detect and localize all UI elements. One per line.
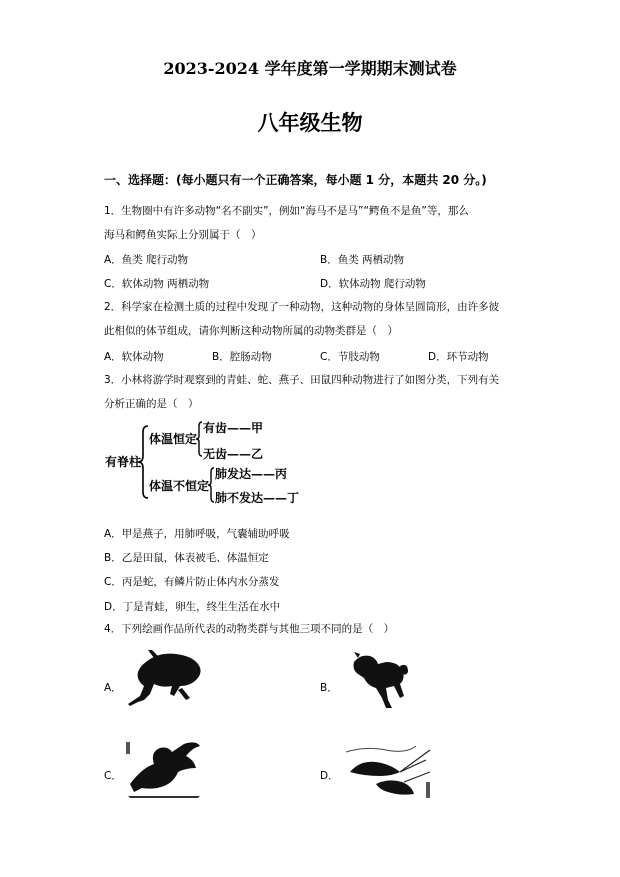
ox-painting-image xyxy=(124,650,208,708)
q3-line1: 3．小林将游学时观察到的青蛙、蛇、燕子、田鼠四种动物进行了如图分类，下列有关 xyxy=(104,374,500,386)
q1-option-a: A．鱼类 爬行动物 xyxy=(104,254,189,266)
q1-option-c: C．软体动物 两栖动物 xyxy=(104,278,210,290)
exam-title: 2023-2024 学年度第一学期期末测试卷 xyxy=(163,59,457,78)
shrimp-painting-image xyxy=(346,742,432,800)
shrimp-antennae xyxy=(400,750,430,782)
classification-diagram xyxy=(100,418,310,510)
eagle-shape xyxy=(130,742,200,792)
diagram-leaf-yi: 无齿——乙 xyxy=(203,447,264,461)
subject-title: 八年级生物 xyxy=(257,111,363,135)
q4-option-c: C． xyxy=(104,770,122,782)
q4-option-d: D． xyxy=(320,770,339,782)
q1-option-d: D．软体动物 爬行动物 xyxy=(320,278,426,290)
shrimp-lines xyxy=(346,746,416,752)
q2-option-c: C．节肢动物 xyxy=(320,351,380,363)
eagle-painting-image xyxy=(124,738,204,800)
q2-line1: 2．科学家在检测土质的过程中发现了一种动物，这种动物的身体呈圆筒形，由许多彼 xyxy=(104,301,500,313)
section-heading: 一、选择题：(每小题只有一个正确答案，每小题 1 分，本题共 20 分。) xyxy=(104,173,487,187)
q3-option-a: A．甲是燕子，用肺呼吸，气囊辅助呼吸 xyxy=(104,528,290,540)
q3-option-d: D．丁是青蛙，卵生，终生生活在水中 xyxy=(104,601,281,613)
q2-option-b: B．腔肠动物 xyxy=(212,351,272,363)
diagram-leaf-ding: 肺不发达——丁 xyxy=(215,491,300,505)
q4-option-a: A． xyxy=(104,682,122,694)
eagle-ground xyxy=(128,796,200,798)
shrimp-shape-1 xyxy=(350,762,400,776)
q2-line2: 此相似的体节组成，请你判断这种动物所属的动物类群是（ ） xyxy=(104,325,398,337)
q4-line1: 4．下列绘画作品所代表的动物类群与其他三项不同的是（ ） xyxy=(104,623,395,635)
shrimp-shape-2 xyxy=(376,780,414,794)
horse-ear xyxy=(354,652,360,658)
q3-line2: 分析正确的是（ ） xyxy=(104,398,199,410)
q3-option-b: B．乙是田鼠，体表被毛、体温恒定 xyxy=(104,552,269,564)
q3-option-c: C．丙是蛇，有鳞片防止体内水分蒸发 xyxy=(104,576,280,588)
q2-option-a: A．软体动物 xyxy=(104,351,164,363)
shrimp-seal xyxy=(426,782,430,798)
diagram-branch-cold: 体温不恒定 xyxy=(149,479,210,493)
horse-shape xyxy=(354,656,405,708)
q4-option-b: B． xyxy=(320,682,338,694)
diagram-branch-warm: 体温恒定 xyxy=(149,432,198,446)
horse-painting-image xyxy=(346,652,410,710)
q1-option-b: B．鱼类 两栖动物 xyxy=(320,254,405,266)
diagram-leaf-bing: 肺发达——丙 xyxy=(215,467,288,481)
diagram-root: 有脊柱 xyxy=(105,455,142,469)
q2-option-d: D．环节动物 xyxy=(428,351,489,363)
q1-line1: 1．生物圈中有许多动物“名不副实”，例如“海马不是马”“鳄鱼不是鱼”等，那么 xyxy=(104,205,469,217)
q1-line2: 海马和鳄鱼实际上分别属于（ ） xyxy=(104,229,262,241)
ox-leg xyxy=(178,688,190,700)
eagle-seal xyxy=(126,742,130,754)
diagram-leaf-jia: 有齿——甲 xyxy=(203,421,264,435)
